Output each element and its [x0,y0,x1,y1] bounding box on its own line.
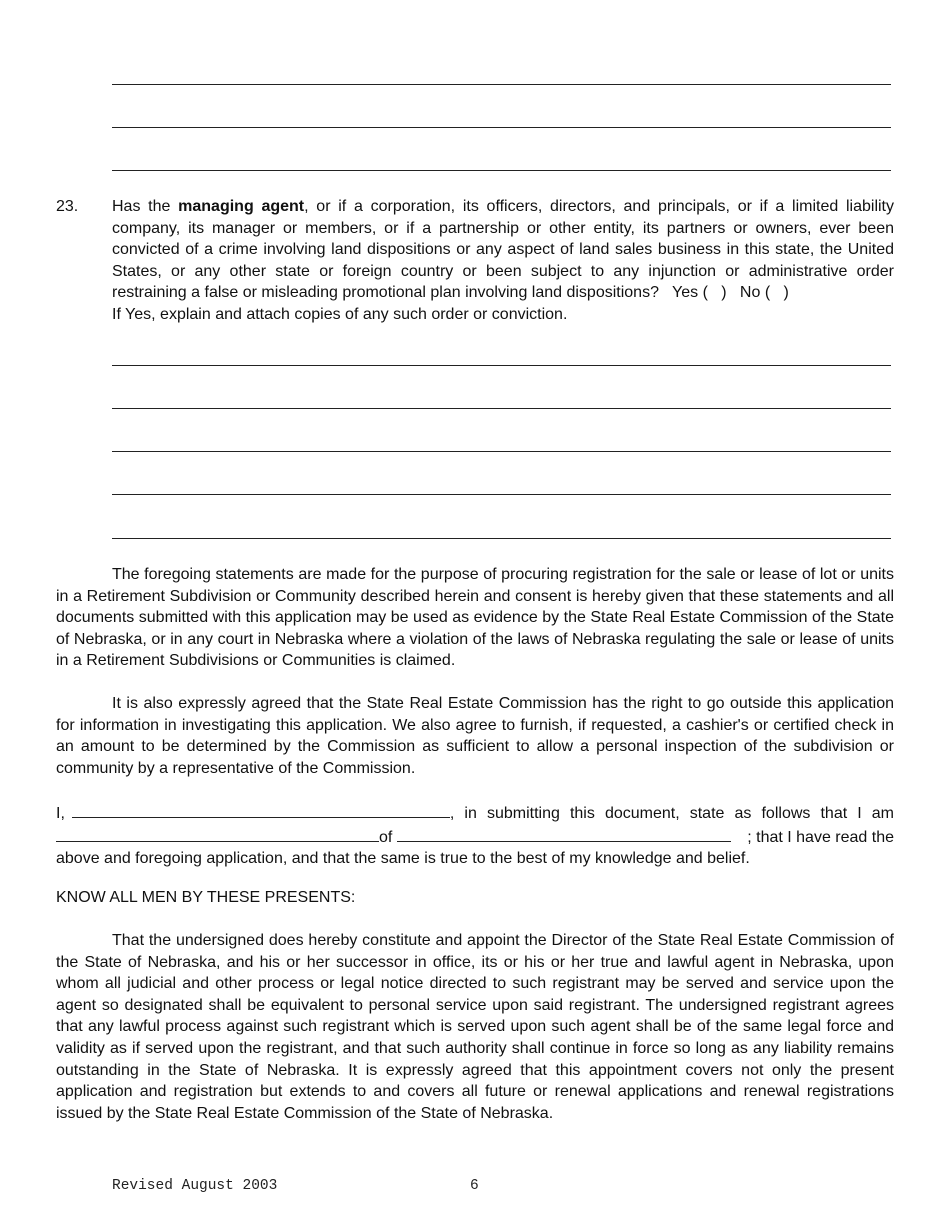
appoint-paragraph: That the undersigned does hereby constitute and appoint the Director of the State Real Estate Commission of the State of Nebraska, and his or her successor in office, its or his or her true and lawful agent in Nebraska, upon whom all judicial and other process or legal notice directed to such registrant may be served and service upon the agent so designated shall be equivalent to personal service upon said registrant. The undersigned registrant agrees that any lawful process against such registrant which is served upon such agent shall be of the same legal force and validity as if served upon the registrant, and that such authority shall continue in force so long as any liability remains outstanding in the State of Nebraska. It is expressly agreed that this appointment covers not only the present application and registration but extends to and covers all future or renewal applications and renewal registrations issued by the State Real Estate Commission of the State of Nebraska. [56,932,894,1122]
footer-revised: Revised August 2003 [112,1178,278,1194]
answer-line-2[interactable] [112,127,891,128]
question-text-start: Has the [112,198,179,215]
foregoing-paragraph: The foregoing statements are made for the purpose of procuring registration for the sale or lease of lot or units in a Retirement Subdivision or Community described herein and consent is hereby given that these statements and all documents submitted with this application may be used as evidence by the State Real Estate Commission of the State of Nebraska, or in any court in Nebraska where a violation of the laws of Nebraska regulating the sale or lease of units in a Retirement Subdivisions or Communities is claimed. [56,566,894,670]
yes-checkbox[interactable]: Yes ( ) [672,284,727,302]
question-number: 23. [56,198,79,215]
answer-line-3[interactable] [112,170,891,171]
footer-page-number: 6 [470,1178,479,1194]
no-checkbox[interactable]: No ( ) [739,284,789,302]
agreed-paragraph: It is also expressly agreed that the State Real Estate Commission has the right to go outside this application for information in investigating this application. We also agree to furnish, if requested, a cashier's or certified check in an amount to be determined by the Commission as sufficient to allow a personal inspection of the subdivision or community by a representative of the Commission. [56,695,894,777]
cert-read: ; that I have read the [747,828,894,846]
explain-line-2[interactable] [112,408,891,409]
question-text-rest: , or if a corporation, its officers, directors, and principals, or if a limited liability company, its manager or members, or if a partnership or other entity, its partners or owners, ever been convicted of a crime involving land dispositions or any aspect of land sales business in this state, the United States, or any other state or foreign country or been subject to any injunction or administrative order restraining a false or misleading promotional plan involving land dispositions? [112,198,894,302]
answer-line-1[interactable] [112,84,891,85]
company-field[interactable] [397,825,731,842]
certification-block [56,801,894,870]
explain-line-1[interactable] [112,365,891,366]
cert-prefix: I, [56,805,65,822]
question-text [112,196,894,326]
cert-line3: above and foregoing application, and that the same is true to the best of my knowledge and belief. [56,850,750,868]
name-field[interactable] [72,801,450,818]
question-followup: If Yes, explain and attach copies of any such order or conviction. [112,305,568,323]
explain-line-3[interactable] [112,451,891,452]
know-all-heading: KNOW ALL MEN BY THESE PRESENTS: [56,889,356,906]
cert-of: of [379,828,393,846]
question-bold-term: managing agent [178,198,305,215]
cert-mid: , in submitting this document, state as follows that I am [449,805,894,822]
explain-line-5[interactable] [112,538,891,539]
title-field[interactable] [56,825,379,842]
explain-line-4[interactable] [112,494,891,495]
